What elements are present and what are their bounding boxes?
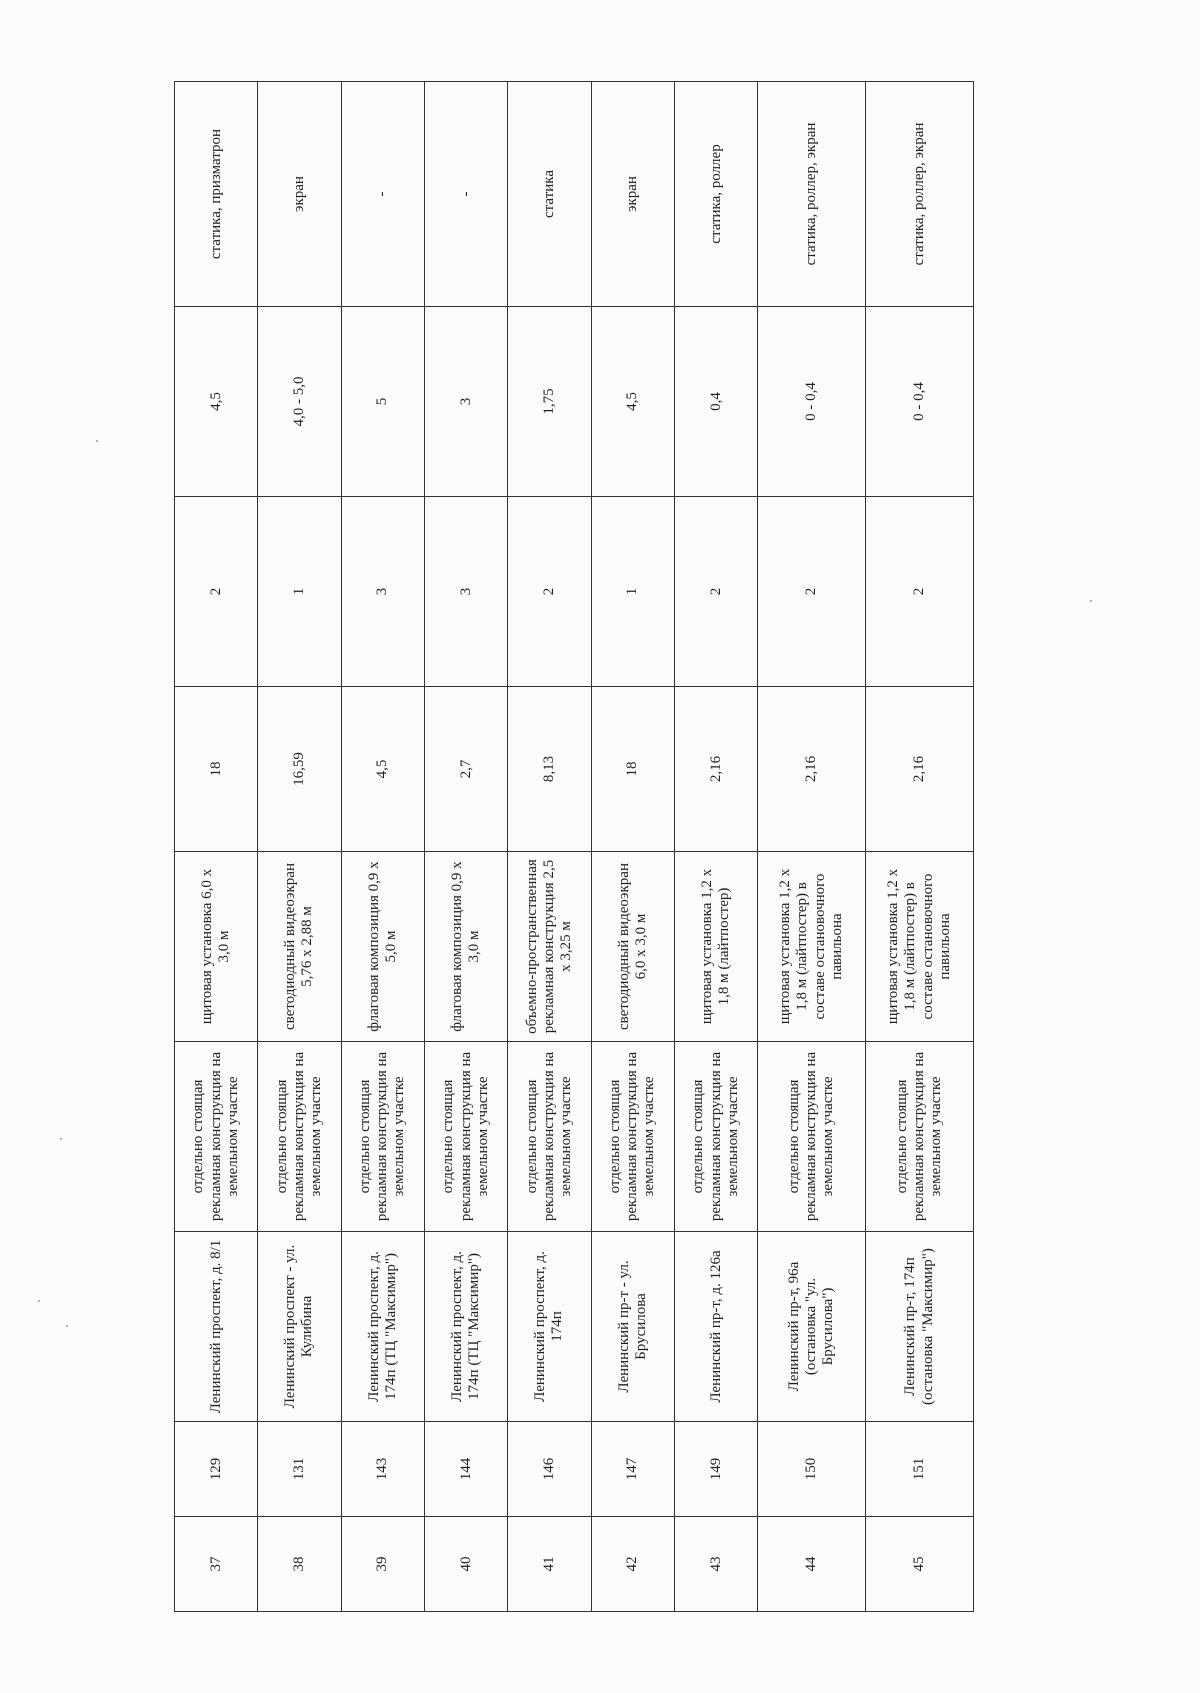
table-row <box>508 82 591 1612</box>
structure-type-cell: отдельно стоящая рекламная конструкция на земельном участке <box>866 1042 974 1232</box>
table-row <box>674 82 757 1612</box>
table-row <box>175 82 258 1612</box>
structure-type-cell: отдельно стоящая рекламная конструкция на земельном участке <box>674 1042 757 1232</box>
table-row <box>424 82 507 1612</box>
technology-cell: статика, призматрон <box>175 82 258 307</box>
structure-id-cell: 151 <box>866 1422 974 1517</box>
address-cell: Ленинский проспект, д. 8/1 <box>175 1232 258 1422</box>
address-cell: Ленинский пр-т, 174п (остановка "Максимир") <box>866 1232 974 1422</box>
description-cell: щитовая установка 1,2 х 1,8 м (лайтпостер) <box>674 852 757 1042</box>
scan-speck <box>1090 600 1092 602</box>
height-cell: 4,5 <box>591 307 674 497</box>
structure-type-cell: отдельно стоящая рекламная конструкция на земельном участке <box>508 1042 591 1232</box>
technology-cell: - <box>341 82 424 307</box>
structure-id-cell: 149 <box>674 1422 757 1517</box>
area-cell: 2,16 <box>866 687 974 852</box>
technology-cell: экран <box>591 82 674 307</box>
description-cell: флаговая композиция 0,9 х 3,0 м <box>424 852 507 1042</box>
address-cell: Ленинский проспект, д. 174п <box>508 1232 591 1422</box>
area-cell: 4,5 <box>341 687 424 852</box>
technology-cell: статика, роллер, экран <box>866 82 974 307</box>
area-cell: 8,13 <box>508 687 591 852</box>
area-cell: 2,16 <box>758 687 866 852</box>
area-cell: 2,7 <box>424 687 507 852</box>
advertising-structures-table <box>174 81 974 1612</box>
height-cell: 4,0 - 5,0 <box>258 307 341 497</box>
description-cell: щитовая установка 1,2 х 1,8 м (лайтпостер) в составе остановочного павильона <box>758 852 866 1042</box>
technology-cell: статика, роллер <box>674 82 757 307</box>
sides-cell: 2 <box>175 497 258 687</box>
height-cell: 5 <box>341 307 424 497</box>
structure-id-cell: 131 <box>258 1422 341 1517</box>
technology-cell: экран <box>258 82 341 307</box>
height-cell: 0 - 0,4 <box>866 307 974 497</box>
row-number-cell: 41 <box>508 1517 591 1612</box>
address-cell: Ленинский проспект, д. 174п (ТЦ "Максимир") <box>424 1232 507 1422</box>
scan-speck <box>66 1325 68 1327</box>
row-number-cell: 44 <box>758 1517 866 1612</box>
technology-cell: статика <box>508 82 591 307</box>
structure-type-cell: отдельно стоящая рекламная конструкция на земельном участке <box>758 1042 866 1232</box>
description-cell: флаговая композиция 0,9 х 5,0 м <box>341 852 424 1042</box>
row-number-cell: 43 <box>674 1517 757 1612</box>
structure-id-cell: 150 <box>758 1422 866 1517</box>
description-cell: светодиодный видеоэкран 6,0 х 3,0 м <box>591 852 674 1042</box>
row-number-cell: 40 <box>424 1517 507 1612</box>
description-cell: щитовая установка 6,0 х 3,0 м <box>175 852 258 1042</box>
table-row <box>758 82 866 1612</box>
structure-type-cell: отдельно стоящая рекламная конструкция на земельном участке <box>258 1042 341 1232</box>
rotated-table-container <box>174 82 974 1612</box>
structure-type-cell: отдельно стоящая рекламная конструкция на земельном участке <box>341 1042 424 1232</box>
description-cell: щитовая установка 1,2 х 1,8 м (лайтпостер) в составе остановочного павильона <box>866 852 974 1042</box>
sides-cell: 3 <box>341 497 424 687</box>
structure-type-cell: отдельно стоящая рекламная конструкция на земельном участке <box>591 1042 674 1232</box>
structure-id-cell: 146 <box>508 1422 591 1517</box>
row-number-cell: 39 <box>341 1517 424 1612</box>
technology-cell: статика, роллер, экран <box>758 82 866 307</box>
height-cell: 0,4 <box>674 307 757 497</box>
row-number-cell: 38 <box>258 1517 341 1612</box>
row-number-cell: 42 <box>591 1517 674 1612</box>
scan-speck <box>60 1138 62 1140</box>
description-cell: светодиодный видеоэкран 5,76 х 2,88 м <box>258 852 341 1042</box>
structure-id-cell: 129 <box>175 1422 258 1517</box>
height-cell: 1,75 <box>508 307 591 497</box>
sides-cell: 2 <box>758 497 866 687</box>
structure-type-cell: отдельно стоящая рекламная конструкция на земельном участке <box>175 1042 258 1232</box>
scan-speck <box>38 1300 40 1302</box>
area-cell: 18 <box>591 687 674 852</box>
area-cell: 16,59 <box>258 687 341 852</box>
area-cell: 18 <box>175 687 258 852</box>
height-cell: 4,5 <box>175 307 258 497</box>
sides-cell: 1 <box>591 497 674 687</box>
scan-speck <box>96 440 98 442</box>
structure-id-cell: 147 <box>591 1422 674 1517</box>
sides-cell: 2 <box>866 497 974 687</box>
address-cell: Ленинский пр-т - ул. Брусилова <box>591 1232 674 1422</box>
sides-cell: 1 <box>258 497 341 687</box>
address-cell: Ленинский проспект - ул. Кулибина <box>258 1232 341 1422</box>
table-row <box>866 82 974 1612</box>
sides-cell: 3 <box>424 497 507 687</box>
structure-type-cell: отдельно стоящая рекламная конструкция на земельном участке <box>424 1042 507 1232</box>
address-cell: Ленинский проспект, д. 174п (ТЦ "Максимир") <box>341 1232 424 1422</box>
height-cell: 0 - 0,4 <box>758 307 866 497</box>
address-cell: Ленинский пр-т, д. 126а <box>674 1232 757 1422</box>
area-cell: 2,16 <box>674 687 757 852</box>
table-row <box>341 82 424 1612</box>
table-row <box>591 82 674 1612</box>
table-row <box>258 82 341 1612</box>
height-cell: 3 <box>424 307 507 497</box>
row-number-cell: 45 <box>866 1517 974 1612</box>
address-cell: Ленинский пр-т, 96а (остановка "ул. Брусилова") <box>758 1232 866 1422</box>
technology-cell: - <box>424 82 507 307</box>
sides-cell: 2 <box>508 497 591 687</box>
row-number-cell: 37 <box>175 1517 258 1612</box>
description-cell: объемно-пространственная рекламная конструкция 2,5 х 3,25 м <box>508 852 591 1042</box>
structure-id-cell: 144 <box>424 1422 507 1517</box>
sides-cell: 2 <box>674 497 757 687</box>
structure-id-cell: 143 <box>341 1422 424 1517</box>
